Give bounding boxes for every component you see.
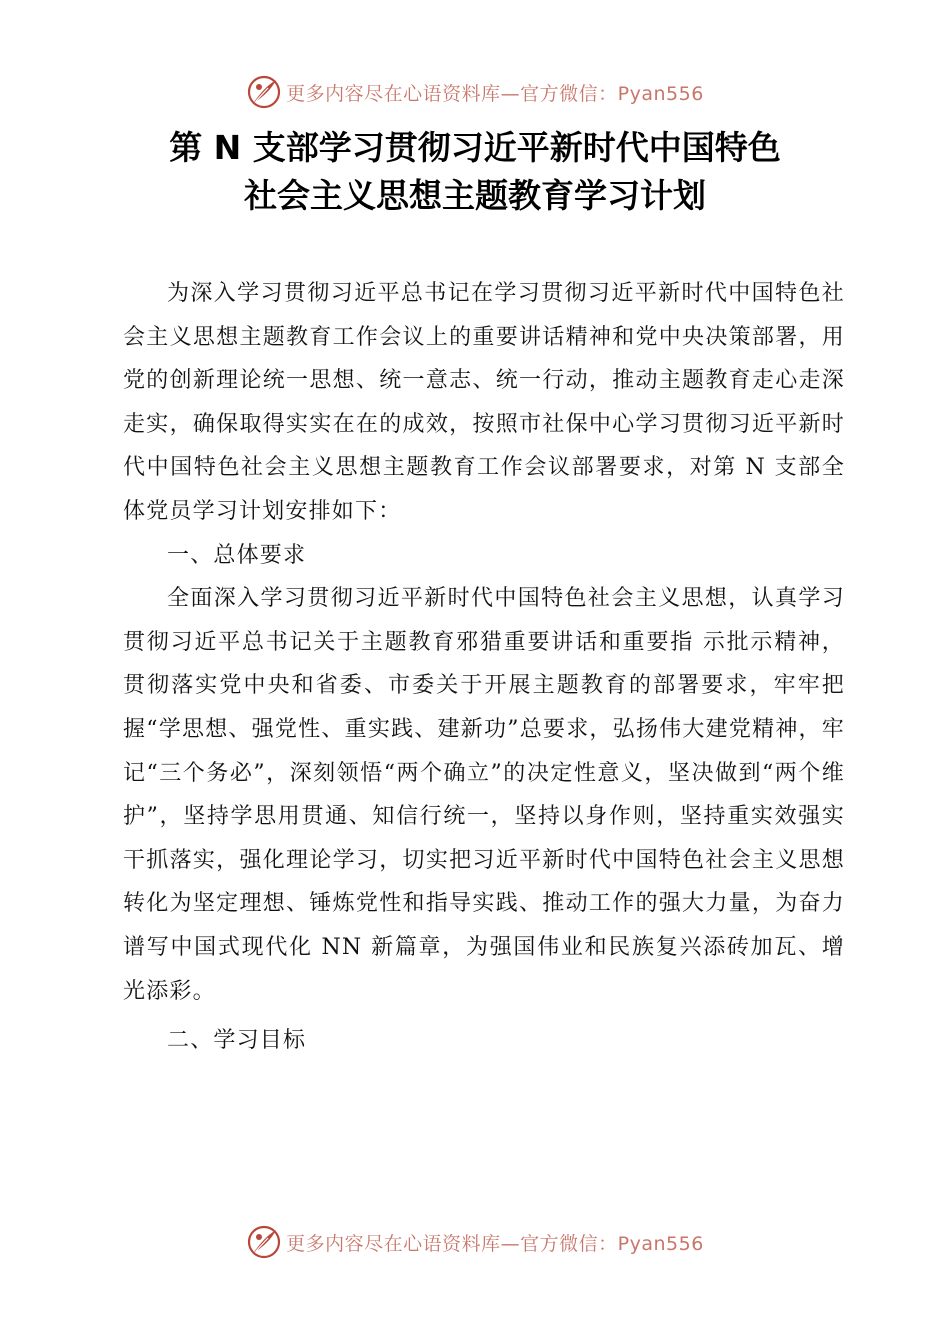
document-body: [123, 272, 845, 1063]
quill-logo-icon: [246, 74, 282, 110]
intro-paragraph: 为深入学习贯彻习近平总书记在学习贯彻习近平新时代中国特色社会主义思想主题教育工作会议上的重要讲话精神和党中央决策部署，用党的创新理论统一思想、统一意志、统一行动，推动主题教育走心走深走实，确保取得实实在在的成效，按照市社保中心学习贯彻习近平新时代中国特色社会主义思想主题教育工作会议部署要求，对第 N 支部全体党员学习计划安排如下：: [123, 281, 845, 524]
page-title: [0, 124, 950, 220]
header-watermark: [0, 72, 950, 112]
section-heading-learning-goals: 二、学习目标: [167, 1028, 307, 1054]
watermark-text: 更多内容尽在心语资料库—官方微信：Pyan556: [286, 82, 704, 105]
title-line-1: 第 N 支部学习贯彻习近平新时代中国特色: [169, 128, 781, 167]
footer-watermark: [0, 1222, 950, 1262]
title-line-2: 社会主义思想主题教育学习计划: [244, 176, 706, 215]
watermark-text: 更多内容尽在心语资料库—官方微信：Pyan556: [286, 1232, 704, 1255]
section-heading-general-requirements: 一、总体要求: [167, 542, 307, 568]
quill-logo-icon: [246, 1224, 282, 1260]
general-requirements-paragraph: 全面深入学习贯彻习近平新时代中国特色社会主义思想，认真学习贯彻习近平总书记关于主题教育邪猎重要讲话和重要指 示批示精神，贯彻落实党中央和省委、市委关于开展主题教育的部署要求，牢牢把握“学思想、强党性、重实践、建新功”总要求，弘扬伟大建党精神，牢记“三个务必”，深刻领悟“两个确立”的决定性意义，坚决做到“两个维护”，坚持学思用贯通、知信行统一，坚持以身作则，坚持重实效强实干抓落实，强化理论学习，切实把习近平新时代中国特色社会主义思想转化为坚定理想、锤炼党性和指导实践、推动工作的强大力量，为奋力谱写中国式现代化 NN 新篇章，为强国伟业和民族复兴添砖加瓦、增光添彩。: [123, 586, 845, 1004]
